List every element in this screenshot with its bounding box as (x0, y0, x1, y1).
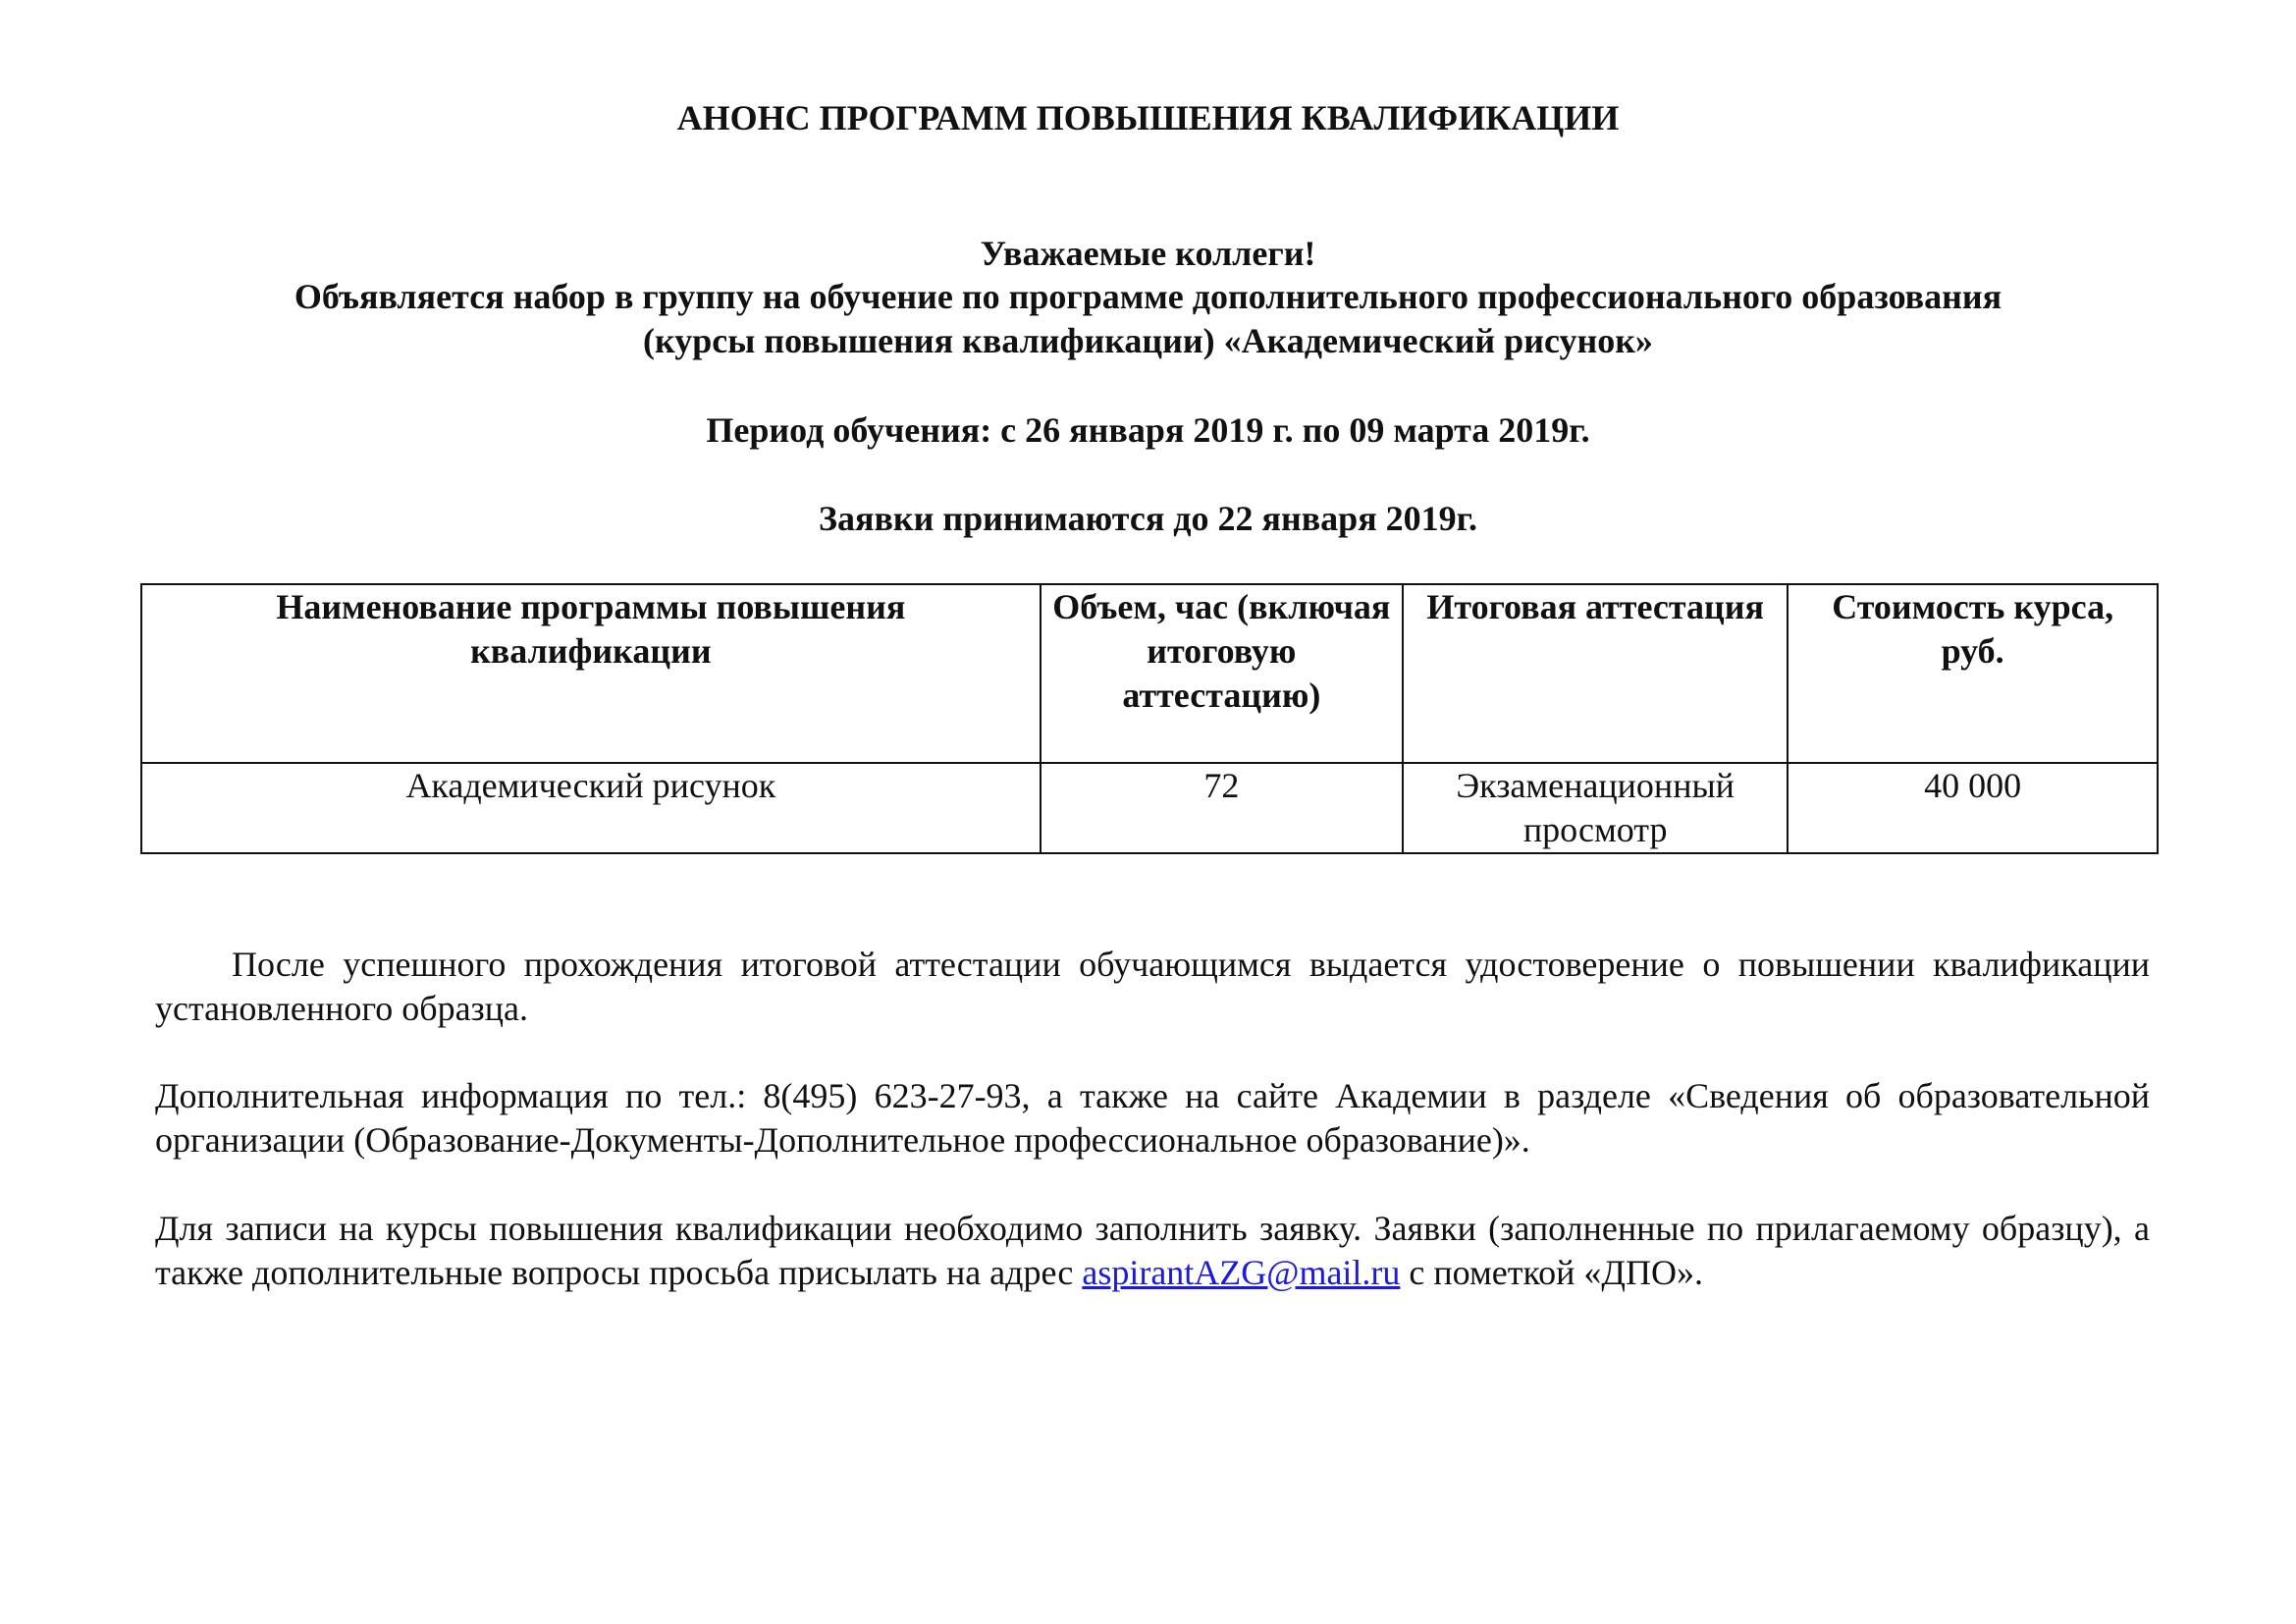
contact-info-paragraph: Дополнительная информация по тел.: 8(495) 623-27-93, а также на сайте Академии в разделе «Сведения об образовательной организации (Образование-Документы-Дополнительное профессиональное образование)». (155, 1076, 2150, 1160)
cell-attestation: Экзаменационный просмотр (1403, 763, 1788, 853)
certificate-paragraph: После успешного прохождения итоговой аттестации обучающимся выдается удостоверение о повышении квалификации установленного образца. (155, 945, 2150, 1028)
programs-table (140, 583, 2159, 854)
header-program-name: Наименование программы повышения квалификации (141, 584, 1041, 763)
application-text-before-email: Для записи на курсы повышения квалификации необходимо заполнить заявку. Заявки (заполненные по прилагаемому образцу), а также дополнительные вопросы просьба присылать на адрес (155, 1209, 2150, 1292)
table-row (141, 763, 2158, 853)
cell-cost: 40 000 (1788, 763, 2158, 853)
intro-line-1: Объявляется набор в группу на обучение по программе дополнительного профессионального образования (294, 277, 2002, 316)
study-period: Период обучения: с 26 января 2019 г. по 09 марта 2019г. (706, 410, 1590, 450)
header-cost: Стоимость курса, руб. (1788, 584, 2158, 763)
intro-line-2: (курсы повышения квалификации) «Академический рисунок» (643, 321, 1653, 360)
cell-hours: 72 (1041, 763, 1403, 853)
application-text-after-email: с пометкой «ДПО». (1400, 1253, 1703, 1292)
document-title: АНОНС ПРОГРАММ ПОВЫШЕНИЯ КВАЛИФИКАЦИИ (676, 98, 1620, 137)
header-attestation: Итоговая аттестация (1403, 584, 1788, 763)
application-deadline: Заявки принимаются до 22 января 2019г. (819, 499, 1477, 538)
header-hours: Объем, час (включая итоговую аттестацию) (1041, 584, 1403, 763)
greeting: Уважаемые коллеги! (980, 234, 1316, 273)
cell-program-name: Академический рисунок (141, 763, 1041, 853)
application-paragraph (155, 1207, 2150, 1295)
email-link[interactable]: aspirantAZG@mail.ru (1082, 1253, 1401, 1292)
table-header-row (141, 584, 2158, 763)
